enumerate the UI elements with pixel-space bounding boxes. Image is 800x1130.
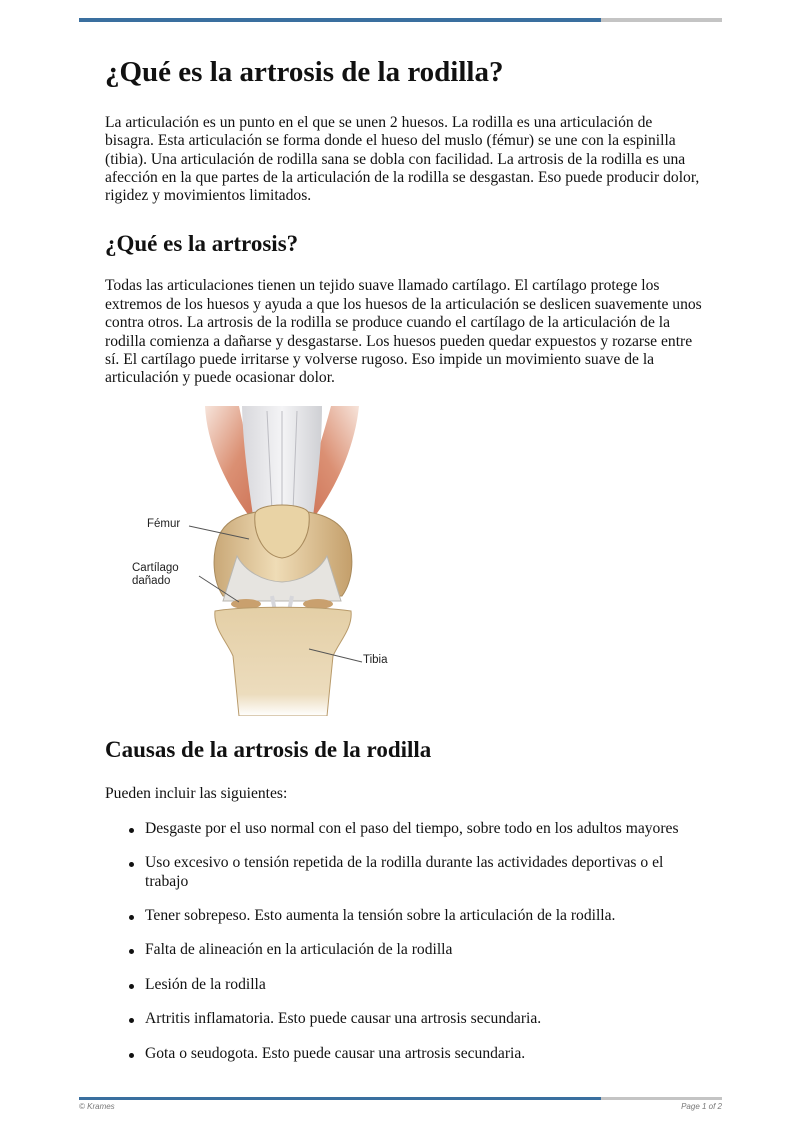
knee-illustration	[127, 406, 427, 716]
causas-list	[105, 820, 705, 1063]
bullet-icon	[129, 1018, 134, 1023]
footer-rule	[79, 1097, 722, 1100]
list-item	[105, 941, 685, 959]
header-rule-gray	[601, 18, 722, 22]
label-cartilage-2: dañado	[132, 574, 171, 587]
header-rule-blue	[79, 18, 601, 22]
list-item	[105, 1045, 685, 1063]
list-item-text: Tener sobrepeso. Esto aumenta la tensión sobre la articulación de la rodilla.	[145, 907, 616, 925]
footer-rule-blue	[79, 1097, 601, 1100]
header-rule	[79, 18, 722, 22]
list-item-text: Gota o seudogota. Esto puede causar una artrosis secundaria.	[145, 1044, 526, 1062]
footer-rule-gray	[601, 1097, 722, 1100]
bullet-icon	[129, 828, 134, 833]
list-item	[105, 854, 685, 891]
list-item-text: Artritis inflamatoria. Esto puede causar una artrosis secundaria.	[145, 1010, 542, 1028]
document-content	[105, 55, 705, 1079]
bullet-icon	[129, 949, 134, 954]
heading-que-es-artrosis: ¿Qué es la artrosis?	[105, 230, 299, 256]
artrosis-paragraph: Todas las articulaciones tienen un tejido suave llamado cartílago. El cartílago protege los extremos de los huesos y ayuda a que los huesos de la articulación se deslicen suavemente unos contra otros. La artrosis de la rodilla se produce cuando el cartílago de la articulación de la rodilla comienza a dañarse y desgastarse. Los huesos pueden quedar expuestos y rozarse entre sí. El cartílago puede irritarse y volverse rugoso. Eso impide un movimiento suave de la articulación y puede ocasionar dolor.	[105, 277, 702, 387]
knee-drawing	[127, 406, 427, 716]
list-item	[105, 820, 685, 838]
page-title: ¿Qué es la artrosis de la rodilla?	[105, 56, 504, 88]
list-item	[105, 907, 685, 925]
bullet-icon	[129, 1053, 134, 1058]
list-item	[105, 976, 685, 994]
list-item-text: Falta de alineación en la articulación de la rodilla	[145, 941, 453, 959]
list-item	[105, 1010, 685, 1028]
causas-intro: Pueden incluir las siguientes:	[105, 785, 288, 803]
bullet-icon	[129, 915, 134, 920]
list-item-text: Desgaste por el uso normal con el paso del tiempo, sobre todo en los adultos mayores	[145, 819, 679, 837]
footer-page-number: Page 1 of 2	[681, 1102, 722, 1111]
bullet-icon	[129, 984, 134, 989]
heading-causas: Causas de la artrosis de la rodilla	[105, 736, 432, 762]
list-item-text: Lesión de la rodilla	[145, 975, 266, 993]
label-cartilage-1: Cartílago	[132, 561, 179, 574]
intro-paragraph: La articulación es un punto en el que se unen 2 huesos. La rodilla es una articulación de bisagra. Esta articulación se forma donde el hueso del muslo (fémur) se une con la espinilla (tibia). Una articulación de rodilla sana se dobla con facilidad. La artrosis de la rodilla es una afección en la que partes de la articulación de la rodilla se desgastan. Eso puede producir dolor, rigidez y movimientos limitados.	[105, 113, 700, 205]
list-item-text: Uso excesivo o tensión repetida de la rodilla durante las actividades deportivas o el trabajo	[145, 854, 664, 890]
bullet-icon	[129, 862, 134, 867]
label-tibia: Tibia	[363, 653, 388, 666]
label-femur: Fémur	[147, 517, 181, 530]
footer-copyright: © Krames	[79, 1102, 115, 1111]
